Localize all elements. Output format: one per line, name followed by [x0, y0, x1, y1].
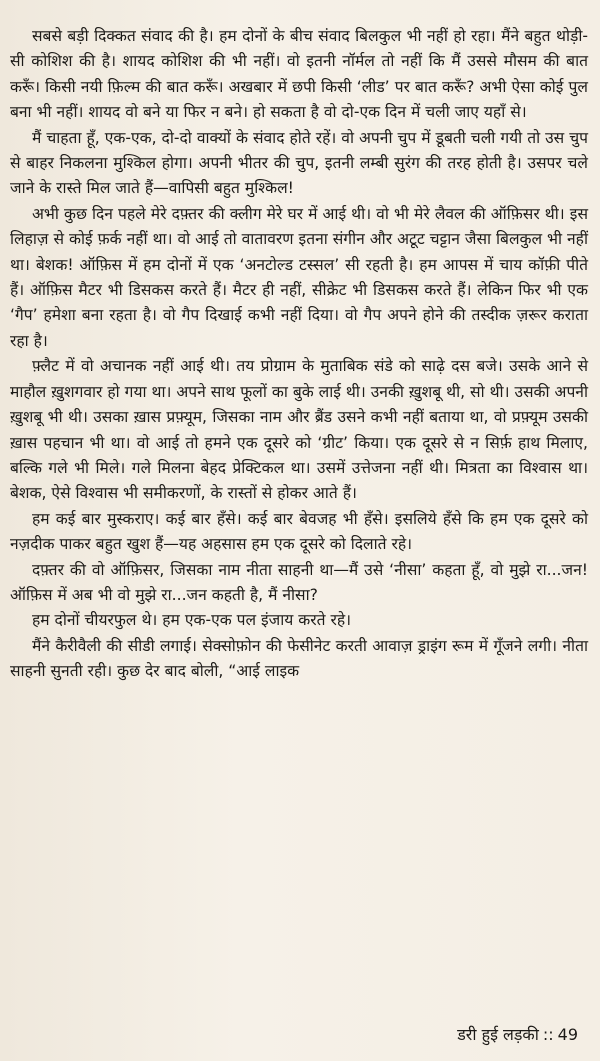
paragraph: मैंने कैरीवैली की सीडी लगाई। सेक्सोफ़ोन की फेसीनेट करती आवाज़ ड्राइंग रूम में गूँजने लगी। नीता साहनी सुनती रही। कुछ देर बाद बोली, “आई लाइक [10, 636, 588, 681]
paragraph: मैं चाहता हूँ, एक-एक, दो-दो वाक्यों के संवाद होते रहें। वो अपनी चुप में डूबती चली गयी तो उस चुप से बाहर निकलना मुश्किल होगा। अपनी भीतर की चुप, इतनी लम्बी सुरंग की तरह होती है। उसपर चले जाने के रास्ते मिल जाते हैं—वापिसी बहुत मुश्किल! [10, 128, 588, 198]
body-text [10, 24, 588, 685]
paragraph: हम कई बार मुस्कराए। कई बार हँसे। कई बार बेवजह भी हँसे। इसलिये हँसे कि हम एक दूसरे को नज़दीक पाकर बहुत खुश हैं—यह अहसास हम एक दूसरे को दिलाते रहे। [10, 509, 588, 554]
book-title: डरी हुई लड़की [457, 1025, 539, 1044]
paragraph: अभी कुछ दिन पहले मेरे दफ़्तर की क्लीग मेरे घर में आई थी। वो भी मेरे लैवल की ऑफ़िसर थी। इस लिहाज़ से कोई फ़र्क नहीं था। वो आई तो वातावरण इतना संगीन और अटूट चट्टान जैसा बिलकुल भी नहीं था। बेशक! ऑफ़िस में हम दोनों में एक ‘अनटोल्ड टस्सल’ सी रहती है। हम आपस में चाय कॉफ़ी पीते हैं। ऑफ़िस मैटर भी डिसकस करते हैं। मैटर ही नहीं, सीक्रेट भी डिसकस करते हैं। लेकिन फिर भी एक ‘गैप’ हमेशा बना रहता है। वो गैप दिखाई कभी नहीं दिया। वो गैप अपने होने की तस्दीक ज़रूर कराता रहा है। [10, 204, 588, 350]
page-number: 49 [557, 1025, 578, 1044]
paragraph: सबसे बड़ी दिक्कत संवाद की है। हम दोनों के बीच संवाद बिलकुल भी नहीं हो रहा। मैंने बहुत थोड़ी-सी कोशिश की है। शायद कोशिश की भी नहीं। वो इतनी नॉर्मल तो नहीं कि मैं उससे मौसम की बात करूँ। किसी नयी फ़िल्म की बात करूँ। अखबार में छपी किसी ‘लीड’ पर बात करूँ? अभी ऐसा कोई पुल बना भी नहीं। शायद वो बने या फिर न बने। हो सकता है वो दो-एक दिन में चली जाए यहाँ से। [10, 27, 588, 122]
paragraph: फ़्लैट में वो अचानक नहीं आई थी। तय प्रोग्राम के मुताबिक संडे को साढ़े दस बजे। उसके आने से माहौल ख़ुशगवार हो गया था। अपने साथ फूलों का बुके लाई थी। उनकी ख़ुशबू थी, सो थी। उसकी अपनी ख़ुशबू भी थी। उसका ख़ास प्रफ़्यूम, जिसका नाम और ब्रैंड उसने कभी नहीं बताया था, वो प्रफ़्यूम उसकी ख़ास पहचान भी था। वो आई तो हमने एक दूसरे को ‘ग्रीट’ किया। एक दूसरे से न सिर्फ़ हाथ मिलाए, बल्कि गले भी मिले। गले मिलना बेहद प्रेक्टिकल था। उसमें उत्तेजना नहीं थी। मित्रता का विश्वास था। बेशक, ऐसे विश्वास भी समीकरणों, के रास्तों से होकर आते हैं। [10, 357, 588, 503]
page-footer [457, 1025, 578, 1045]
paragraph: हम दोनों चीयरफुल थे। हम एक-एक पल इंजाय करते रहे। [32, 611, 352, 630]
footer-separator: :: [542, 1025, 554, 1044]
paragraph: दफ़्तर की वो ऑफ़िसर, जिसका नाम नीता साहनी था—मैं उसे ‘नीसा’ कहता हूँ, वो मुझे रा...जन! ऑफ़िस में अब भी वो मुझे रा...जन कहती है, मैं नीसा? [10, 560, 588, 604]
